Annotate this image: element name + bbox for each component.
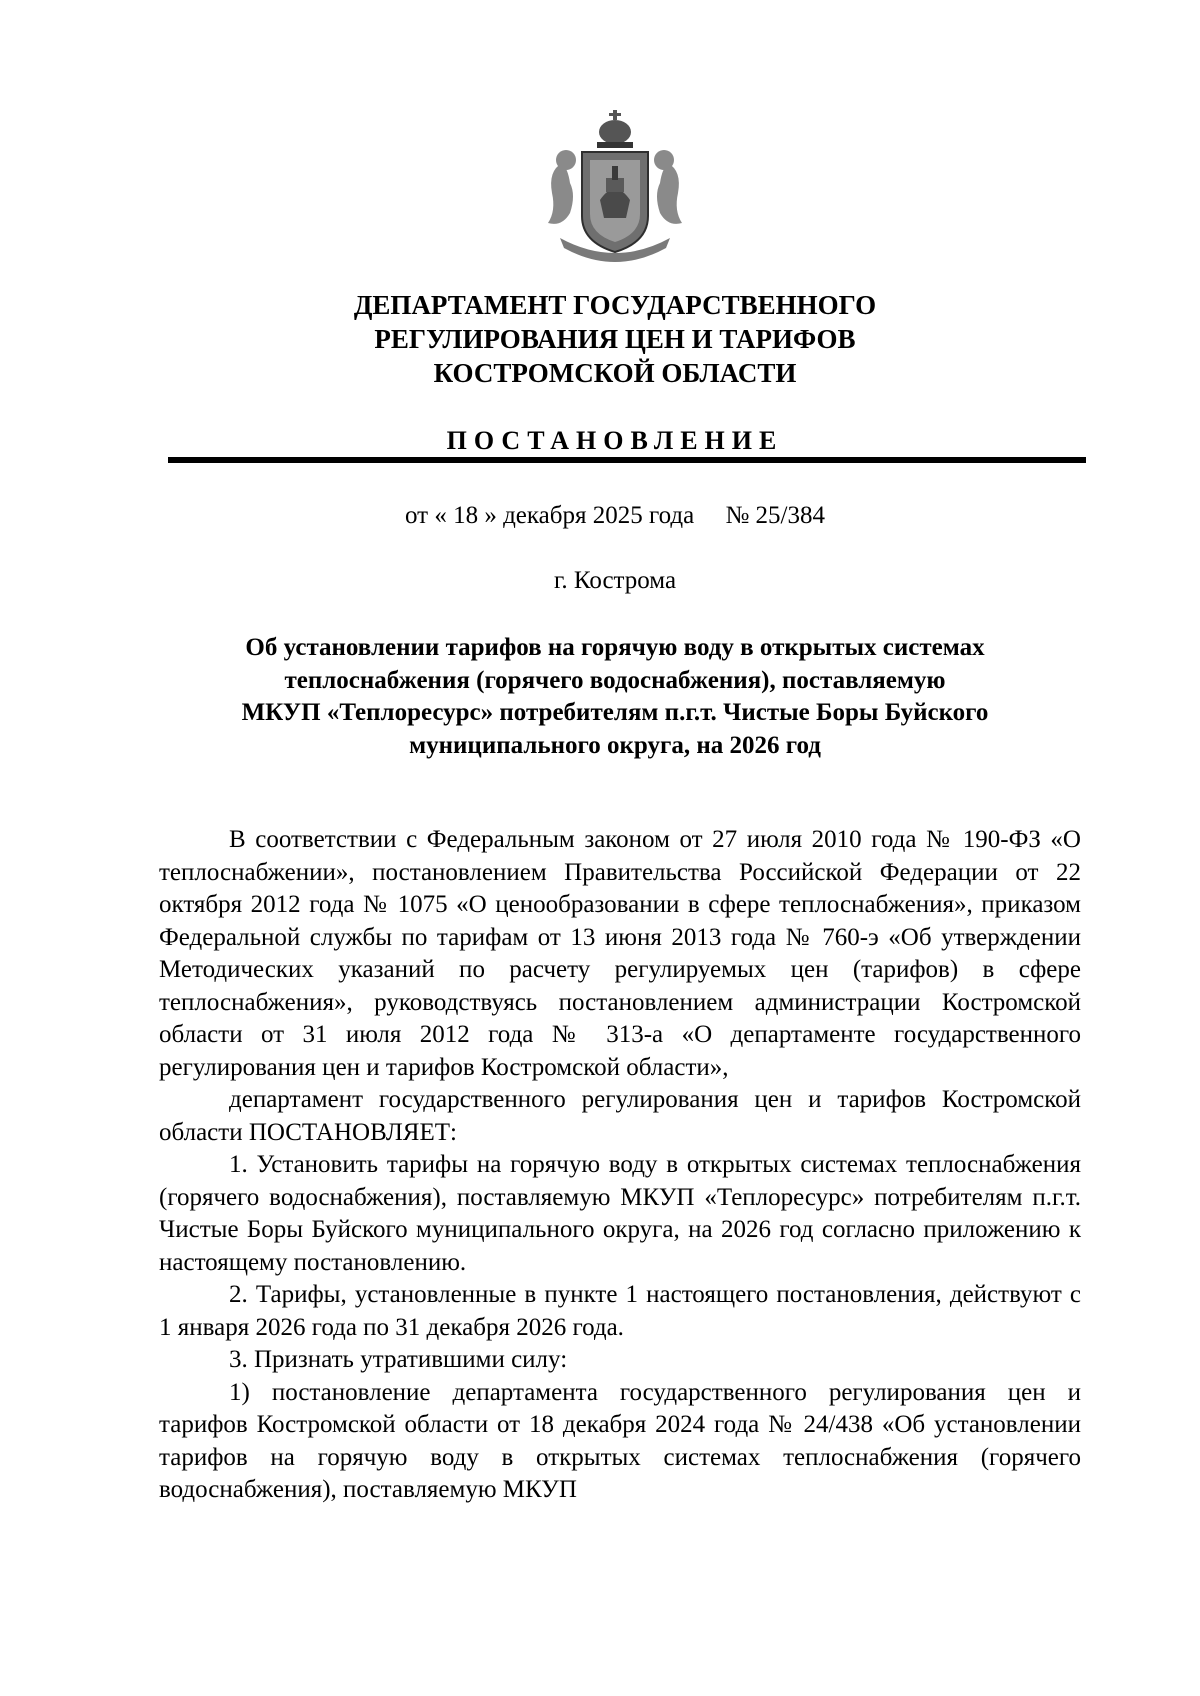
- document-date: от « 18 » декабря 2025 года: [404, 502, 695, 529]
- title-line-1: Об установлении тарифов на горячую воду в открытых системах: [245, 634, 985, 661]
- item-2-paragraph: 2. Тарифы, установленные в пункте 1 настоящего постановления, действуют с 1 января 2026 года по 31 декабря 2026 года.: [159, 1281, 1081, 1341]
- date-number-line: [0, 502, 1200, 530]
- item-3-paragraph: 3. Признать утратившими силу:: [229, 1346, 568, 1373]
- department-line-1: ДЕПАРТАМЕНТ ГОСУДАРСТВЕННОГО: [353, 290, 877, 320]
- title-line-2: теплоснабжения (горячего водоснабжения), поставляемую: [284, 666, 946, 694]
- department-name: [0, 288, 1200, 390]
- department-line-3: КОСТРОМСКОЙ ОБЛАСТИ: [433, 358, 797, 388]
- title-line-3: МКУП «Теплоресурс» потребителям п.г.т. Чистые Боры Буйского: [241, 699, 989, 726]
- preamble-paragraph: В соответствии с Федеральным законом от 27 июля 2010 года № 190-ФЗ «О теплоснабжении», постановлением Правительства Российской Федерации от 22 октября 2012 года № 1075 «О ценообразовании в сфере теплоснабжения», приказом Федеральной службы по тарифам от 13 июня 2013 года № 760-э «Об утверждении Методических указаний по расчету регулируемых цен (тарифов) в сфере теплоснабжения», руководствуясь постановлением администрации Костромской области от 31 июля 2012 года № 313-а «О департаменте государственного регулирования цен и тарифов Костромской области»,: [159, 826, 1081, 1081]
- department-line-2: РЕГУЛИРОВАНИЯ ЦЕН И ТАРИФОВ: [374, 324, 856, 354]
- coat-of-arms-icon: [540, 108, 690, 263]
- header-divider: [168, 457, 1086, 463]
- resolves-paragraph: департамент государственного регулирования цен и тарифов Костромской области ПОСТАНОВЛЯЕТ:: [159, 1086, 1081, 1146]
- document-title: [150, 632, 1080, 762]
- item-3-1-paragraph: 1) постановление департамента государственного регулирования цен и тарифов Костромской области от 18 декабря 2024 года № 24/438 «Об установлении тарифов на горячую воду в открытых системах теплоснабжения (горячего водоснабжения), поставляемую МКУП: [159, 1378, 1081, 1503]
- title-line-4: муниципального округа, на 2026 год: [409, 731, 821, 759]
- document-body: [159, 824, 1081, 1507]
- item-1-paragraph: 1. Установить тарифы на горячую воду в открытых системах теплоснабжения (горячего водоснабжения), поставляемую МКУП «Теплоресурс» потребителям п.г.т. Чистые Боры Буйского муниципального округа, на 2026 год согласно приложению к настоящему постановлению.: [159, 1151, 1081, 1276]
- document-city: г. Кострома: [553, 567, 677, 594]
- document-type: ПОСТАНОВЛЕНИЕ: [446, 426, 784, 455]
- document-number: № 25/384: [725, 502, 826, 529]
